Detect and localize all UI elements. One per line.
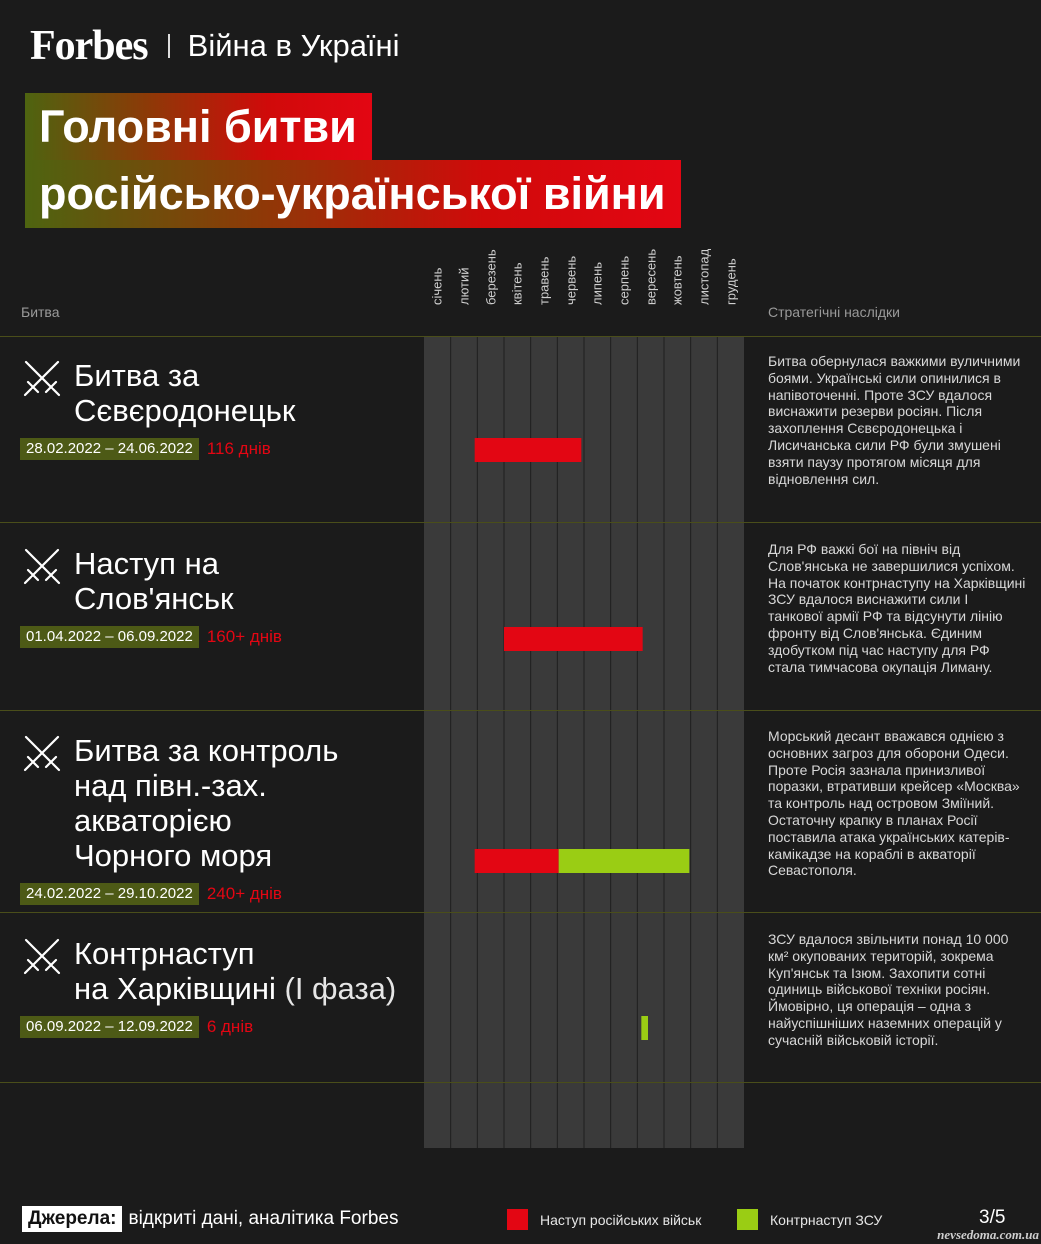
sources-label: Джерела:	[22, 1206, 122, 1232]
month-label-text: січень	[429, 267, 445, 305]
sources-value: відкриті дані, аналітика Forbes	[128, 1208, 399, 1229]
battle-severodonetsk	[20, 358, 430, 460]
month-label	[611, 240, 638, 320]
page-number: 3/5	[979, 1207, 1006, 1228]
watermark: nevsedoma.com.ua	[937, 1227, 1039, 1242]
legend-russian-offensive	[507, 1209, 701, 1230]
sources	[22, 1205, 398, 1233]
legend-swatch-red	[507, 1209, 528, 1230]
timeline-svg	[424, 337, 744, 1148]
header	[30, 22, 400, 70]
column-label-battle: Битва	[21, 304, 60, 320]
duration-days: 116 днів	[206, 439, 271, 458]
month-label	[557, 240, 584, 320]
month-label-text: вересень	[643, 248, 659, 305]
duration-days: 160+ днів	[206, 627, 282, 646]
month-label	[637, 240, 664, 320]
crossed-swords-icon	[22, 358, 62, 398]
date-range-badge: 28.02.2022 – 24.06.2022	[20, 438, 199, 460]
duration-days: 240+ днів	[206, 884, 282, 903]
row-divider	[0, 522, 1041, 523]
row-divider	[0, 1082, 1041, 1083]
date-range-badge: 24.02.2022 – 29.10.2022	[20, 883, 199, 905]
month-label-text: грудень	[723, 258, 739, 305]
battle-sloviansk	[20, 546, 430, 648]
header-separator	[168, 34, 170, 58]
main-title-line-2: російсько-української війни	[25, 160, 681, 228]
consequence-text: Битва обернулася важкими вуличними боями. Українські сили опинилися в напівоточенні. Проте ЗСУ вдалося виснажити резерви росіян. Після захоплення Сєвєродонецька і Лисичанська сили РФ були змушені взяти паузу протягом місяця для відновлення сил.	[768, 353, 1021, 487]
month-label	[664, 240, 691, 320]
month-label-text: березень	[483, 249, 499, 305]
forbes-logo: Forbes	[30, 23, 148, 69]
month-label	[477, 240, 504, 320]
consequence-text: Для РФ важкі бої на північ від Слов'янська не завершилися успіхом. На початок контрнаступу на Харківщині ЗСУ вдалося виснажити сили І танкової армії РФ та відсунути лінію фронту від Слов'янська. Єдиним здобутком під час наступу для РФ стала тимчасова окупація Лиману.	[768, 541, 1026, 675]
date-range-badge: 06.09.2022 – 12.09.2022	[20, 1016, 199, 1038]
battle-kharkiv-counteroffensive	[20, 936, 430, 1038]
main-title-line-1: Головні битви	[25, 93, 372, 161]
legend-label: Наступ російських військ	[540, 1211, 702, 1228]
battle-title	[74, 936, 396, 1006]
month-label	[451, 240, 478, 320]
row-divider	[0, 710, 1041, 711]
month-label-text: червень	[563, 255, 579, 305]
month-label-text: лютий	[456, 267, 472, 305]
row-divider	[0, 336, 1041, 337]
battle-title: Битва за Сєвєродонецьк	[74, 358, 296, 428]
month-label	[504, 240, 531, 320]
month-label-text: жовтень	[669, 255, 685, 305]
row-divider	[0, 912, 1041, 913]
duration-days: 6 днів	[206, 1017, 254, 1036]
month-label	[691, 240, 718, 320]
battle-title: Наступ на Слов'янськ	[74, 546, 234, 616]
month-axis	[424, 240, 744, 320]
column-label-consequences: Стратегічні наслідки	[768, 304, 900, 320]
month-label-text: квітень	[509, 262, 525, 305]
consequence-text: ЗСУ вдалося звільнити понад 10 000 км² окупованих територій, зокрема Куп'янськ та Ізюм. Захопити сотні одиниць військової техніки росіян. Ймовірно, ця операція – одна з найуспішніших наземних операцій у сучасній військовій історії.	[768, 931, 1009, 1048]
timeline-chart	[424, 337, 744, 1148]
month-label-text: листопад	[696, 248, 712, 305]
month-label	[717, 240, 744, 320]
month-label	[531, 240, 558, 320]
bar-russian-offensive	[475, 849, 559, 873]
date-range-badge: 01.04.2022 – 06.09.2022	[20, 626, 199, 648]
bar-ukraine-counteroffensive	[641, 1016, 648, 1040]
section-title: Війна в Україні	[187, 28, 400, 63]
legend-swatch-green	[737, 1209, 758, 1230]
battle-title: Битва за контроль над півн.-зах. акваторією Чорного моря	[74, 733, 339, 873]
month-label-text: серпень	[616, 255, 632, 305]
legend-label: Контрнаступ ЗСУ	[770, 1211, 883, 1228]
legend-ukraine-counteroffensive	[737, 1209, 882, 1230]
battle-title-phase: (І фаза)	[275, 971, 397, 1006]
consequence-text: Морський десант вважався однією з основних загроз для оборони Одеси. Проте Росія зазнала принизливої поразки, втративши крейсер «Москва» та контроль над островом Зміїний. Остаточну крапку в планах Росії поставила атака українських катерів-камікадзе на кораблі в акваторії Севастополя.	[768, 728, 1020, 879]
crossed-swords-icon	[22, 936, 62, 976]
bar-ukraine-counteroffensive	[559, 849, 690, 873]
month-label	[424, 240, 451, 320]
crossed-swords-icon	[22, 546, 62, 586]
battle-title-main: Контрнаступ на Харківщині	[74, 936, 276, 1006]
bar-russian-offensive	[504, 627, 643, 651]
month-label	[584, 240, 611, 320]
month-label-text: липень	[589, 261, 605, 305]
month-label-text: травень	[536, 256, 552, 305]
bar-russian-offensive	[475, 438, 582, 462]
battle-black-sea	[20, 733, 430, 905]
